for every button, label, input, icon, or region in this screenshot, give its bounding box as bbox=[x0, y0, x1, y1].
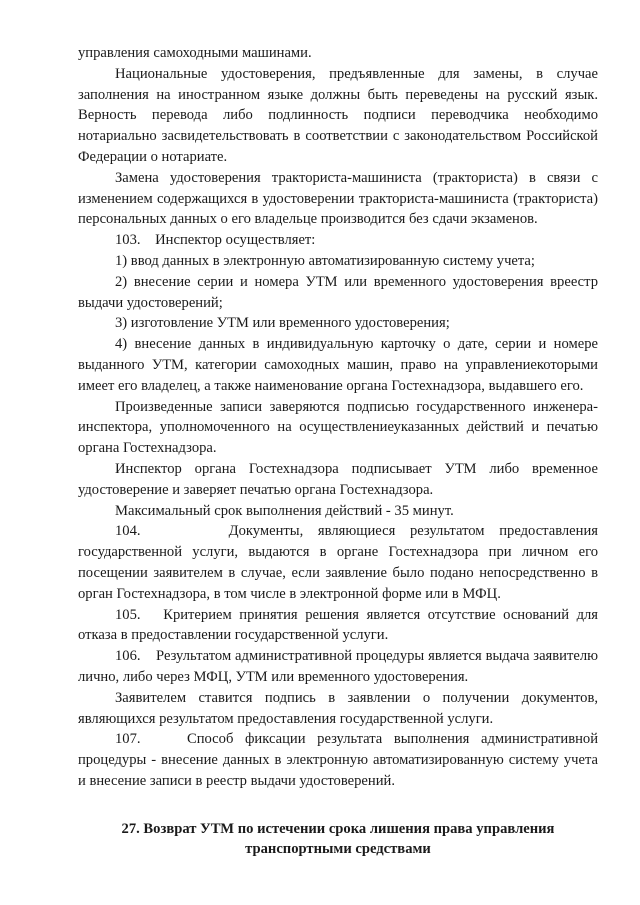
list-item-4: 4) внесение данных в индивидуальную карточку о дате, серии и номере выданного УТМ, категории самоходных машин, право на управлениекоторыми имеет его владелец, а также наименование органа Гостехнадзора, выдавшего его. bbox=[78, 336, 598, 394]
paragraph-continuation: управления самоходными машинами. bbox=[78, 45, 312, 61]
section-heading-line-1: 27. Возврат УТМ по истечении срока лишения права управления bbox=[121, 820, 555, 837]
paragraph-item-105: 105. Критерием принятия решения является отсутствие оснований для отказа в предоставлении государственной услуги. bbox=[78, 606, 598, 644]
paragraph-applicant-signature: Заявителем ставится подпись в заявлении о получении документов, являющихся результатом предоставления государственной услуги. bbox=[78, 689, 598, 727]
list-item-1: 1) ввод данных в электронную автоматизированную систему учета; bbox=[115, 252, 535, 269]
list-item-2: 2) внесение серии и номера УТМ или временного удостоверения вреестр выдачи удостоверений; bbox=[78, 273, 598, 311]
paragraph-max-duration: Максимальный срок выполнения действий - 35 минут. bbox=[115, 502, 454, 519]
paragraph-item-104: 104. Документы, являющиеся результатом предоставления государственной услуги, выдаются в органе Гостехнадзора при личном его посещении заявителем в случае, если заявление было подано непосредственно в орган Гостехнадзора, в том числе в электронной форме или в МФЦ. bbox=[78, 523, 598, 602]
paragraph-item-106: 106. Результатом административной процедуры является выдача заявителю лично, либо через МФЦ, УТМ или временного удостоверения. bbox=[78, 648, 598, 685]
list-item-3: 3) изготовление УТМ или временного удостоверения; bbox=[115, 315, 450, 332]
document-page bbox=[78, 43, 598, 860]
paragraph-license-replacement: Замена удостоверения тракториста-машиниста (тракториста) в связи с изменением содержащихся в удостоверении тракториста-машиниста (тракториста) персональных данных о его владельце производится без сдачи экзаменов. bbox=[78, 169, 598, 228]
paragraph-national-licenses: Национальные удостоверения, предъявленные для замены, в случае заполнения на иностранном языке должны быть переведены на русский язык. Верность перевода либо подлинность подписи переводчика необходимо нотариально засвидетельствовать в соответствии с законодательством Российской Федерации о нотариате. bbox=[78, 65, 598, 165]
paragraph-inspector-signs: Инспектор органа Гостехнадзора подписывает УТМ либо временное удостоверение и заверяет печатью органа Гостехнадзора. bbox=[78, 460, 598, 498]
section-heading bbox=[78, 819, 598, 861]
paragraph-item-107: 107. Способ фиксации результата выполнения административной процедуры - внесение данных в электронную автоматизированную систему учета и внесение записи в реестр выдачи удостоверений. bbox=[78, 731, 598, 789]
section-heading-line-2: транспортными средствами bbox=[245, 841, 431, 858]
paragraph-records-certified: Произведенные записи заверяются подписью государственного инженера-инспектора, уполномоченного на осуществлениеуказанных действий и печатью органа Гостехнадзора. bbox=[78, 398, 598, 457]
paragraph-item-103: 103. Инспектор осуществляет: bbox=[115, 232, 316, 249]
